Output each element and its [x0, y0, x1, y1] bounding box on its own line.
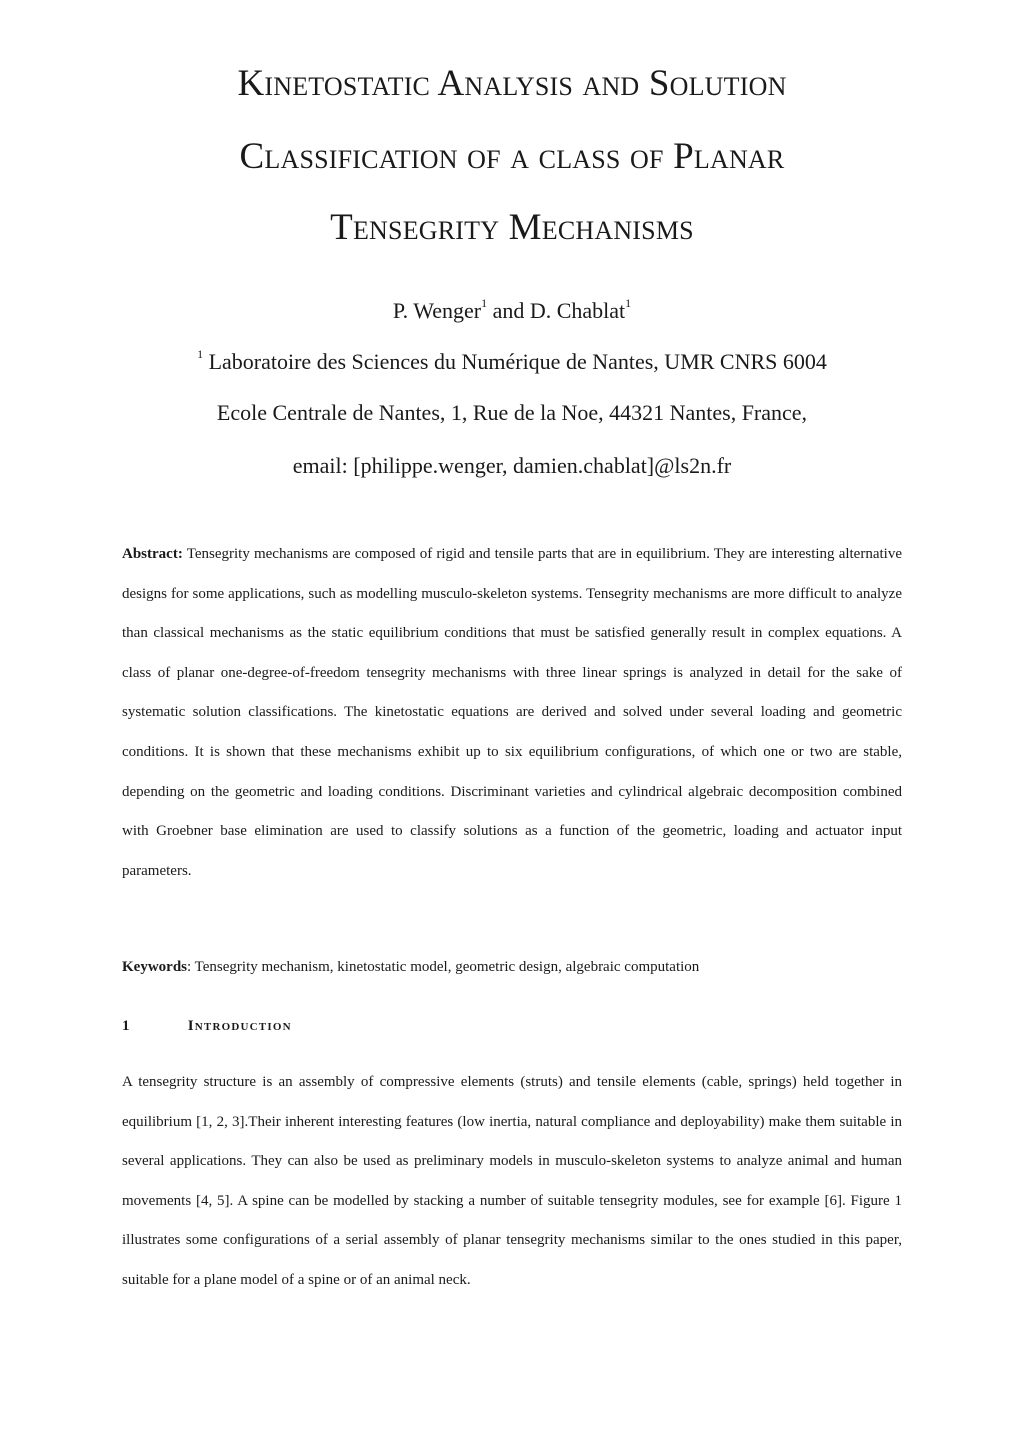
author-name: P. Wenger [392, 298, 482, 323]
abstract-text: Tensegrity mechanisms are composed of rigid and tensile parts that are in equilibrium. They are interesting alternative designs for some applications, such as modelling musculo-skeleton systems. Tensegrity mechanisms are more difficult to analyze than classical mechanisms as the static equilibrium conditions that must be satisfied generally result in complex equations. A class of planar one-degree-of-freedom tensegrity mechanisms with three linear springs is analyzed in detail for the sake of systematic solution classifications. The kinetostatic equations are derived and solved under several loading and geometric conditions. It is shown that these mechanisms exhibit up to six equilibrium configurations, of which one or two are stable, depending on the geometric and loading conditions. Discriminant varieties and cylindrical algebraic decomposition combined with Groebner base elimination are used to classify solutions as a function of the geometric, loading and actuator input parameters. [122, 546, 902, 879]
contact-email: email: [philippe.wenger, damien.chablat]@ls2n.fr [292, 453, 732, 478]
author-conjunction: and [492, 298, 525, 323]
affiliation-marker: 1 [481, 295, 488, 310]
section-number: 1 [122, 1018, 130, 1034]
abstract [122, 535, 902, 891]
paper-title-line-1: Kinetostatic Analysis and Solution [237, 63, 787, 104]
keywords-text: : Tensegrity mechanism, kinetostatic model, geometric design, algebraic computation [187, 959, 700, 975]
affiliation-lab-text: Laboratoire des Sciences du Numérique de Nantes, UMR CNRS 6004 [208, 349, 827, 374]
introduction-paragraph: A tensegrity structure is an assembly of compressive elements (struts) and tensile elements (cable, springs) held together in equilibrium [1, 2, 3].Their inherent interesting features (low inertia, natural compliance and deployability) make them suitable in several applications. They can also be used as preliminary models in musculo-skeleton systems to analyze animal and human movements [4, 5]. A spine can be modelled by stacking a number of suitable tensegrity modules, see for example [6]. Figure 1 illustrates some configurations of a serial assembly of planar tensegrity mechanisms similar to the ones studied in this paper, suitable for a plane model of a spine or of an animal neck. [122, 1074, 902, 1288]
affiliation-address: Ecole Centrale de Nantes, 1, Rue de la Noe, 44321 Nantes, France, [216, 400, 808, 425]
paper-title-line-2: Classification of a class of Planar [239, 136, 785, 177]
section-title: Introduction [187, 1018, 292, 1034]
author-name: D. Chablat [529, 298, 626, 323]
affiliation-marker: 1 [625, 295, 632, 310]
keywords [122, 949, 902, 985]
abstract-label: Abstract: [122, 546, 183, 562]
keywords-label: Keywords [122, 959, 187, 975]
author-list [0, 297, 1024, 325]
paper-title-line-3: Tensegrity Mechanisms [330, 207, 694, 248]
section-heading [122, 1011, 902, 1041]
affiliation-marker: 1 [197, 346, 204, 361]
affiliation-lab [0, 348, 1024, 376]
